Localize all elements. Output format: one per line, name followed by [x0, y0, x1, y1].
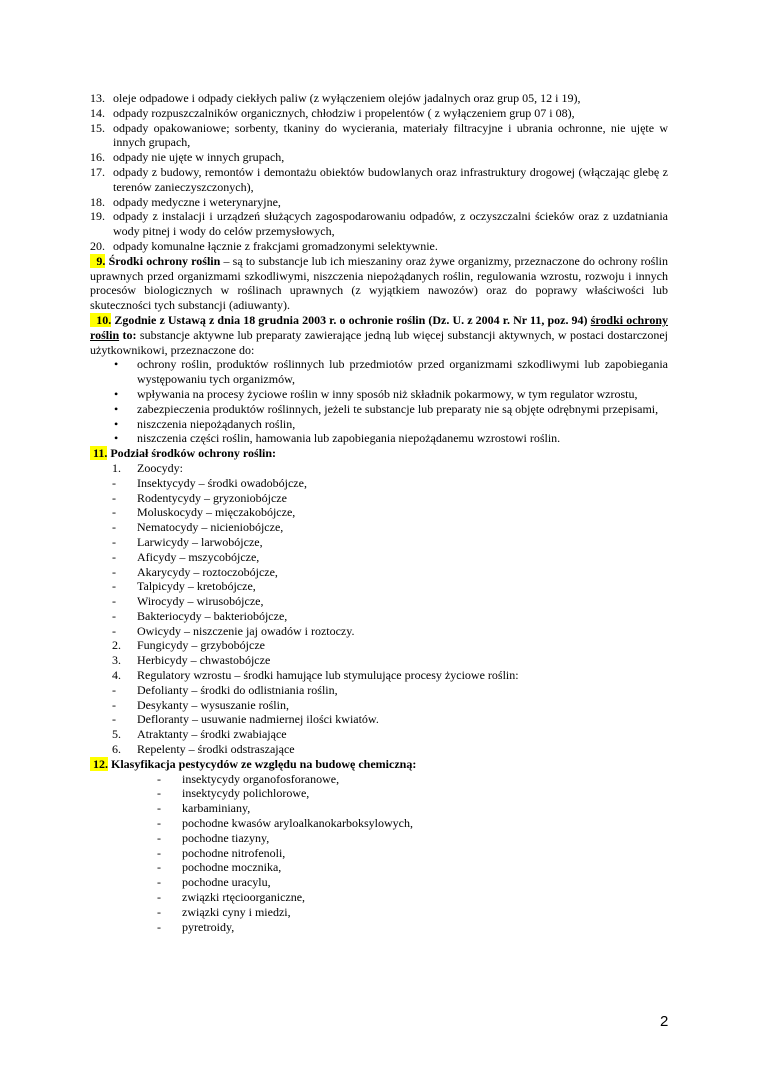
- list-item: [112, 609, 668, 624]
- list-marker: -: [112, 564, 116, 579]
- list-text: Fungicydy – grzybobójcze: [137, 638, 265, 653]
- section-9-number-highlight: [90, 254, 105, 268]
- list-marker: -: [112, 623, 116, 638]
- list-marker: -: [157, 845, 161, 860]
- list-item: [157, 860, 668, 875]
- list-text: Owicydy – niszczenie jaj owadów i roztoczy.: [137, 623, 355, 638]
- list-item: [112, 565, 668, 580]
- bullet-icon: •: [114, 357, 119, 372]
- list-marker: 5.: [112, 727, 121, 742]
- section-11-number: 11.: [93, 446, 108, 461]
- list-text: Defolianty – środki do odlistniania roślin,: [137, 682, 338, 697]
- bullet-text: ochrony roślin, produktów roślinnych lub przedmiotów przed organizmami szkodliwymi lub zapobiegania występowaniu tych organizmów,: [137, 357, 668, 387]
- bullet-item: [111, 402, 668, 417]
- list-marker: -: [157, 860, 161, 875]
- section-10-number: 10.: [96, 312, 112, 327]
- list-marker: -: [157, 890, 161, 905]
- list-item: [157, 905, 668, 920]
- section-10-text: substancje aktywne lub preparaty zawierające jedną lub więcej substancji aktywnych, w postaci dostarczonej użytkownikowi, przeznaczone do:: [90, 327, 669, 357]
- list-text: związki cyny i miedzi,: [182, 904, 291, 919]
- list-text: insektycydy organofosforanowe,: [182, 771, 340, 786]
- list-item: [157, 846, 668, 861]
- list-text: pochodne kwasów aryloalkanokarboksylowych,: [182, 816, 413, 831]
- list-text: odpady z instalacji i urządzeń służących zagospodarowaniu odpadów, z oczyszczalni ścieków oraz z uzdatniania wody pitnej i wody do celów przemysłowych,: [113, 209, 668, 239]
- list-item: [112, 520, 668, 535]
- section-11-list: [90, 461, 668, 757]
- list-item: [90, 239, 668, 254]
- list-number: 20.: [90, 238, 105, 253]
- list-marker: -: [112, 505, 116, 520]
- list-marker: -: [112, 579, 116, 594]
- section-10: [90, 313, 668, 357]
- list-text: Regulatory wzrostu – środki hamujące lub stymulujące procesy życiowe roślin:: [137, 668, 519, 683]
- section-12-title: Klasyfikacja pestycydów ze względu na budowę chemiczną:: [108, 756, 417, 771]
- document-page: [90, 91, 668, 934]
- list-text: Larwicydy – larwobójcze,: [137, 534, 263, 549]
- list-item: [157, 875, 668, 890]
- list-text: Bakteriocydy – bakteriobójcze,: [137, 608, 288, 623]
- list-item: [90, 195, 668, 210]
- list-text: odpady medyczne i weterynaryjne,: [113, 194, 281, 209]
- list-text: odpady opakowaniowe; sorbenty, tkaniny do wycierania, materiały filtracyjne i ubrania ochronne, nie ujęte w innych grupach,: [113, 120, 668, 150]
- list-item: [112, 550, 668, 565]
- section-9-number: 9.: [96, 253, 106, 268]
- section-12-number: 12.: [93, 756, 108, 771]
- list-marker: 6.: [112, 742, 121, 757]
- list-text: Akarycydy – roztoczobójcze,: [137, 564, 278, 579]
- list-marker: -: [157, 830, 161, 845]
- list-text: odpady komunalne łącznie z frakcjami gromadzonymi selektywnie.: [113, 238, 438, 253]
- list-marker: -: [112, 490, 116, 505]
- list-marker: -: [112, 549, 116, 564]
- list-number: 17.: [90, 164, 105, 179]
- list-item: [112, 624, 668, 639]
- list-item: [112, 698, 668, 713]
- list-text: Zoocydy:: [137, 460, 183, 475]
- list-marker: -: [112, 520, 116, 535]
- list-item: [112, 683, 668, 698]
- list-text: pochodne tiazyny,: [182, 830, 270, 845]
- list-marker: -: [112, 697, 116, 712]
- list-number: 13.: [90, 91, 105, 105]
- list-item: [112, 476, 668, 491]
- bullet-icon: •: [114, 416, 119, 431]
- section-9-term: Środki ochrony roślin: [108, 253, 221, 268]
- list-number: 15.: [90, 120, 105, 135]
- bullet-icon: •: [114, 431, 119, 446]
- list-item: [112, 505, 668, 520]
- section-12-heading: [90, 757, 668, 772]
- list-item: [112, 668, 668, 683]
- list-marker: -: [157, 771, 161, 786]
- list-number: 18.: [90, 194, 105, 209]
- list-item: [112, 461, 668, 476]
- list-item: [90, 165, 668, 195]
- list-text: odpady z budowy, remontów i demontażu obiektów budowlanych oraz infrastruktury drogowej (włączając glebę z terenów zanieczyszczonych),: [113, 164, 668, 194]
- list-marker: 1.: [112, 460, 121, 475]
- section-10-to: to:: [119, 327, 137, 342]
- list-item: [112, 535, 668, 550]
- bullet-text: wpływania na procesy życiowe roślin w inny sposób niż składnik pokarmowy, w tym regulator wzrostu,: [137, 386, 638, 401]
- list-text: Moluskocydy – mięczakobójcze,: [137, 505, 296, 520]
- list-item: [157, 831, 668, 846]
- list-item: [112, 653, 668, 668]
- list-text: Aficydy – mszycobójcze,: [137, 549, 260, 564]
- list-text: odpady nie ujęte w innych grupach,: [113, 150, 285, 165]
- bullet-icon: •: [114, 401, 119, 416]
- list-text: Repelenty – środki odstraszające: [137, 742, 295, 757]
- list-item: [90, 91, 668, 106]
- list-text: pyretroidy,: [182, 919, 235, 934]
- list-text: Nematocydy – nicieniobójcze,: [137, 520, 284, 535]
- bullet-item: [111, 357, 668, 387]
- section-10-heading: Zgodnie z Ustawą z dnia 18 grudnia 2003 r. o ochronie roślin (Dz. U. z 2004 r. Nr 11, poz. 94): [111, 312, 591, 327]
- bullet-icon: •: [114, 386, 119, 401]
- list-item: [112, 742, 668, 757]
- list-text: pochodne nitrofenoli,: [182, 845, 286, 860]
- section-11-number-highlight: [90, 446, 107, 460]
- list-item: [90, 121, 668, 151]
- list-text: Talpicydy – kretobójcze,: [137, 579, 256, 594]
- list-text: pochodne mocznika,: [182, 860, 282, 875]
- section-9: [90, 254, 668, 313]
- page-number: 2: [660, 1013, 669, 1030]
- list-marker: -: [157, 904, 161, 919]
- list-item: [112, 638, 668, 653]
- list-item: [90, 150, 668, 165]
- section-12-number-highlight: [90, 757, 108, 771]
- list-item: [157, 772, 668, 787]
- section-12-list: [90, 772, 668, 935]
- list-text: Wirocydy – wirusobójcze,: [137, 594, 264, 609]
- bullet-text: zabezpieczenia produktów roślinnych, jeżeli te substancje lub preparaty nie są objęte odrębnymi przepisami,: [137, 401, 659, 416]
- list-item: [157, 801, 668, 816]
- list-item: [112, 491, 668, 506]
- list-marker: -: [157, 816, 161, 831]
- list-text: Defloranty – usuwanie nadmiernej ilości kwiatów.: [137, 712, 379, 727]
- section-10-term: środki ochrony roślin: [90, 312, 669, 342]
- list-item: [112, 727, 668, 742]
- list-marker: -: [112, 712, 116, 727]
- list-item: [157, 786, 668, 801]
- section-11-heading: [90, 446, 668, 461]
- list-number: 16.: [90, 150, 105, 165]
- list-text: Rodentycydy – gryzoniobójcze: [137, 490, 287, 505]
- list-text: Herbicydy – chwastobójcze: [137, 653, 271, 668]
- list-text: Insektycydy – środki owadobójcze,: [137, 475, 307, 490]
- list-marker: -: [112, 608, 116, 623]
- list-item: [157, 920, 668, 935]
- section-10-number-highlight: [90, 313, 111, 327]
- bullet-item: [111, 417, 668, 432]
- list-text: Atraktanty – środki zwabiające: [137, 727, 287, 742]
- list-marker: 2.: [112, 638, 121, 653]
- list-marker: -: [157, 801, 161, 816]
- list-text: oleje odpadowe i odpady ciekłych paliw (z wyłączeniem olejów jadalnych oraz grup 05, 12 i 19),: [113, 91, 581, 105]
- list-marker: -: [112, 534, 116, 549]
- list-item: [112, 594, 668, 609]
- list-marker: -: [112, 594, 116, 609]
- bullet-item: [111, 387, 668, 402]
- list-marker: -: [157, 786, 161, 801]
- section-9-text: – są to substancje lub ich mieszaniny oraz żywe organizmy, przeznaczone do ochrony roślin uprawnych przed organizmami szkodliwymi, niszczenia niepożądanych roślin, regulowania wzrostu, rozwoju i innych procesów biologicznych w roślinach uprawnych (z wyjątkiem nawozów) oraz do poprawy właściwości lub skuteczności tych substancji (adiuwanty).: [90, 253, 669, 313]
- list-text: Desykanty – wysuszanie roślin,: [137, 697, 289, 712]
- bullet-text: niszczenia części roślin, hamowania lub zapobiegania niepożądanemu wzrostowi roślin.: [137, 431, 561, 446]
- list-item: [90, 209, 668, 239]
- bullet-item: [111, 431, 668, 446]
- list-marker: -: [112, 682, 116, 697]
- list-item: [157, 890, 668, 905]
- list-number: 19.: [90, 209, 105, 224]
- list-marker: -: [157, 919, 161, 934]
- list-item: [112, 579, 668, 594]
- list-text: insektycydy polichlorowe,: [182, 786, 310, 801]
- list-text: odpady rozpuszczalników organicznych, chłodziw i propelentów ( z wyłączeniem grup 07 i 08),: [113, 105, 575, 120]
- list-item: [90, 106, 668, 121]
- list-text: związki rtęcioorganiczne,: [182, 890, 306, 905]
- section-10-bullets: [111, 357, 668, 446]
- list-marker: -: [157, 875, 161, 890]
- bullet-text: niszczenia niepożądanych roślin,: [137, 416, 296, 431]
- list-marker: 3.: [112, 653, 121, 668]
- section-11-title: Podział środków ochrony roślin:: [107, 446, 277, 461]
- list-text: karbaminiany,: [182, 801, 251, 816]
- list-item: [157, 816, 668, 831]
- list-marker: -: [112, 475, 116, 490]
- list-number: 14.: [90, 105, 105, 120]
- list-marker: 4.: [112, 668, 121, 683]
- waste-list: [90, 91, 668, 254]
- list-item: [112, 712, 668, 727]
- list-text: pochodne uracylu,: [182, 875, 271, 890]
